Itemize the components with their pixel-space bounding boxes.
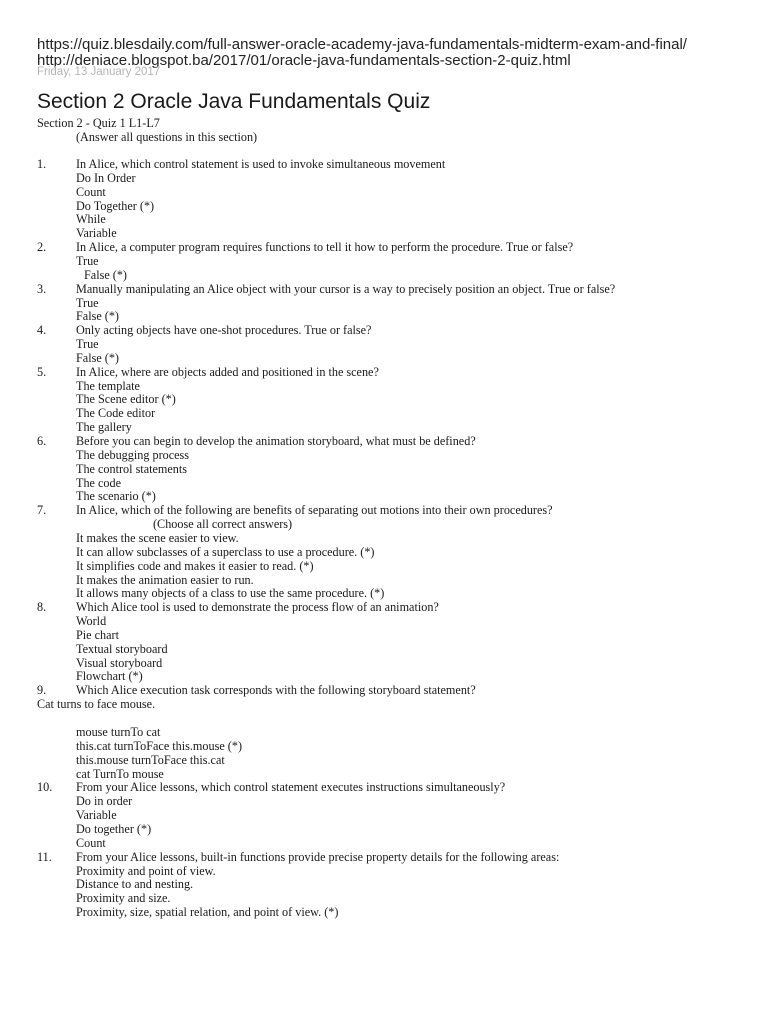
question-number: 11.	[37, 849, 52, 864]
answer-option: The code	[76, 475, 122, 490]
answer-option: mouse turnTo cat	[76, 725, 161, 739]
answer-option: True	[76, 295, 99, 310]
answer-option: False (*)	[84, 267, 127, 282]
question-number: 4.	[37, 323, 47, 338]
question-text: From your Alice lessons, built-in functions provide precise property details for the following areas:	[76, 849, 560, 864]
question-text: In Alice, a computer program requires functions to tell it how to perform the procedure. True or false?	[76, 240, 574, 255]
question-number: 8.	[37, 600, 47, 615]
answer-option: It makes the scene easier to view.	[76, 530, 239, 545]
answer-option: Visual storyboard	[76, 655, 163, 670]
question-text: In Alice, which of the following are benefits of separating out motions into their own procedures?	[76, 503, 553, 518]
answer-option: Variable	[76, 808, 117, 823]
answer-option: The Code editor	[76, 406, 156, 421]
answer-option: Flowchart (*)	[76, 669, 143, 684]
answer-option: The control statements	[76, 461, 188, 476]
answer-option: World	[76, 614, 107, 629]
question-number: 2.	[37, 240, 47, 255]
question-text: Which Alice execution task corresponds with the following storyboard statement?	[76, 683, 476, 698]
answer-option: Count	[76, 835, 106, 850]
answer-option: Distance to and nesting.	[76, 877, 194, 892]
answer-option: Proximity and point of view.	[76, 863, 216, 878]
answer-option: True	[76, 337, 99, 352]
answer-option: It simplifies code and makes it easier to read. (*)	[76, 558, 314, 573]
question-text: In Alice, where are objects added and positioned in the scene?	[76, 364, 379, 379]
question-text: Before you can begin to develop the animation storyboard, what must be defined?	[76, 434, 476, 448]
answer-option: It allows many objects of a class to use the same procedure. (*)	[76, 586, 385, 601]
answer-option: True	[76, 253, 99, 268]
post-date: Friday, 13 January 2017	[37, 66, 161, 78]
question-number: 1.	[37, 157, 47, 171]
answer-option: Variable	[76, 226, 117, 241]
answer-option: Do together (*)	[76, 821, 152, 836]
quiz-instruction: (Answer all questions in this section)	[76, 130, 258, 144]
source-url-2: http://deniace.blogspot.ba/2017/01/oracle-java-fundamentals-section-2-quiz.html	[37, 52, 571, 69]
answer-option: Proximity, size, spatial relation, and point of view. (*)	[76, 905, 339, 920]
question-number: 5.	[37, 364, 47, 379]
answer-option: The gallery	[76, 420, 132, 435]
answer-option: It can allow subclasses of a superclass to use a procedure. (*)	[76, 544, 375, 559]
question-number: 7.	[37, 503, 47, 518]
answer-option: While	[76, 212, 106, 227]
question-number: 3.	[37, 281, 47, 296]
question-note: Cat turns to face mouse.	[37, 697, 156, 712]
question-note: (Choose all correct answers)	[153, 517, 293, 532]
answer-option: False (*)	[76, 309, 119, 324]
quiz-subtitle: Section 2 - Quiz 1 L1-L7	[37, 116, 160, 130]
answer-option: this.cat turnToFace this.mouse (*)	[76, 738, 243, 753]
question-number: 9.	[37, 683, 47, 698]
page-title: Section 2 Oracle Java Fundamentals Quiz	[37, 90, 431, 113]
answer-option: False (*)	[76, 350, 119, 365]
answer-option: The scenario (*)	[76, 489, 156, 504]
question-number: 10.	[37, 780, 53, 795]
answer-option: The Scene editor (*)	[76, 392, 176, 407]
answer-option: cat TurnTo mouse	[76, 766, 164, 781]
answer-option: Pie chart	[76, 627, 119, 642]
answer-option: Textual storyboard	[76, 641, 168, 656]
question-text: Manually manipulating an Alice object with your cursor is a way to precisely position an object. True or false?	[76, 281, 616, 296]
answer-option: The debugging process	[76, 447, 190, 462]
question-number: 6.	[37, 434, 47, 448]
question-text: Which Alice tool is used to demonstrate the process flow of an animation?	[76, 600, 439, 615]
question-text: Only acting objects have one-shot procedures. True or false?	[76, 323, 372, 338]
answer-option: Do in order	[76, 794, 133, 809]
answer-option: Count	[76, 184, 106, 199]
answer-option: Do In Order	[76, 170, 136, 185]
question-text: In Alice, which control statement is used to invoke simultaneous movement	[76, 157, 446, 171]
answer-option: It makes the animation easier to run.	[76, 572, 254, 587]
answer-option: The template	[76, 378, 140, 393]
answer-option: this.mouse turnToFace this.cat	[76, 752, 225, 767]
answer-option: Do Together (*)	[76, 198, 155, 213]
question-text: From your Alice lessons, which control statement executes instructions simultaneously?	[76, 780, 506, 795]
answer-option: Proximity and size.	[76, 891, 171, 906]
source-url-1: https://quiz.blesdaily.com/full-answer-oracle-academy-java-fundamentals-midterm-exam-and-final/	[37, 36, 687, 53]
